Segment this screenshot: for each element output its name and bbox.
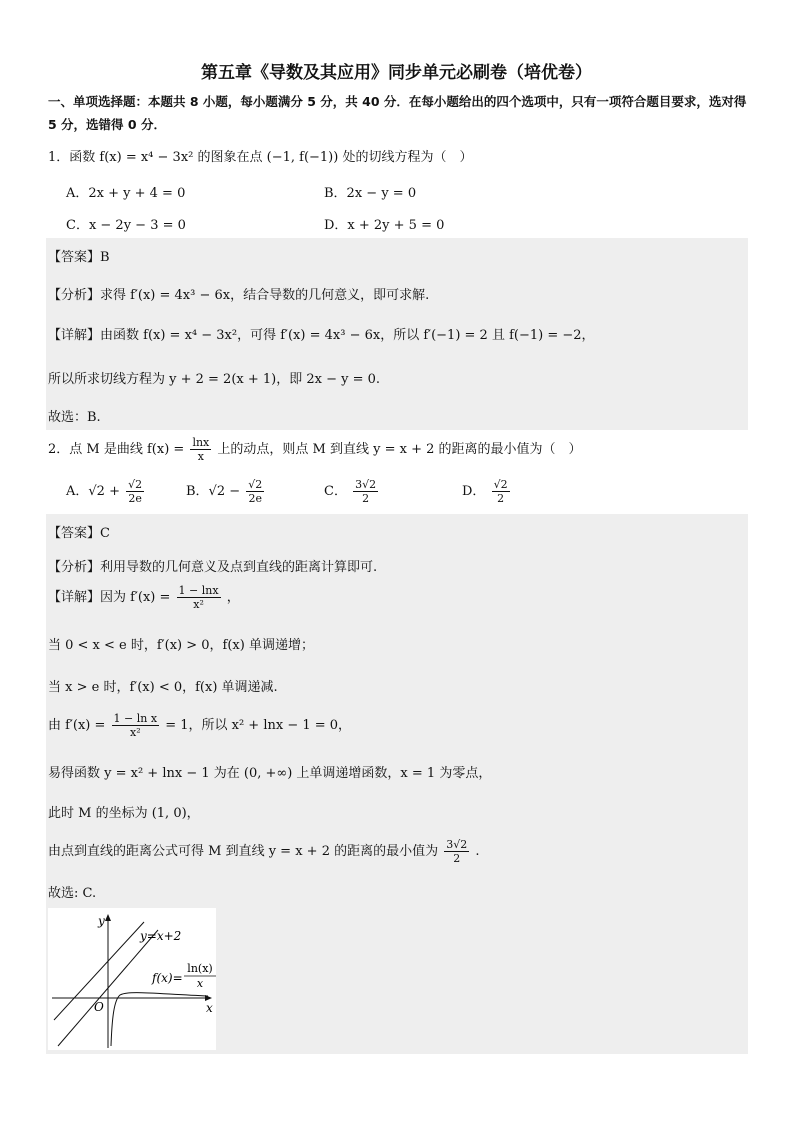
q2-answer: 【答案】C <box>48 526 110 541</box>
function-graph <box>48 908 216 1050</box>
question-2-stem <box>48 436 582 463</box>
q1-detail-2: 所以所求切线方程为 y + 2 = 2(x + 1)，即 2x − y = 0. <box>48 372 381 387</box>
q2-line-3-num: 1 − ln x <box>113 712 158 725</box>
q2-stem-fraction <box>190 436 211 463</box>
q2-line-3 <box>48 712 351 739</box>
q2-line-3-start: 由 f′(x) = <box>48 718 106 733</box>
q2-option-c-num: 3√2 <box>355 478 377 491</box>
line-label: y=x+2 <box>140 929 182 943</box>
q2-option-a-num: √2 <box>128 478 143 491</box>
curve-ln-x-over-x <box>111 993 208 1046</box>
q2-option-a-fraction <box>126 478 144 505</box>
q2-option-b <box>186 478 266 505</box>
q2-option-a <box>66 478 146 505</box>
origin-label: O <box>94 1000 104 1014</box>
section-instructions: 一、单项选择题：本题共 8 小题，每小题满分 5 分，共 40 分．在每小题给出的四个选项中，只有一项符合题目要求，选对得 5 分，选错得 0 分． <box>48 94 747 132</box>
curve-label: f(x)= <box>152 971 183 985</box>
q2-option-d-den: 2 <box>497 492 505 505</box>
q2-line-6-fraction <box>444 838 469 865</box>
q2-detail-end: ， <box>226 590 240 605</box>
q2-stem-fraction-num: lnx <box>192 436 210 449</box>
page-title: 第五章《导数及其应用》同步单元必刷卷（培优卷） <box>201 63 592 83</box>
q2-line-3-fraction <box>112 712 160 739</box>
q1-detail: 【详解】由函数 f(x) = x⁴ − 3x²，可得 f′(x) = 4x³ − 6x，所以 f′(−1) = 2 且 f(−1) = −2， <box>48 328 595 343</box>
curve-label-denominator: x <box>196 977 204 990</box>
q2-option-a-den: 2e <box>128 492 142 505</box>
q2-option-b-num: √2 <box>248 478 263 491</box>
q2-option-c <box>324 478 380 505</box>
q2-option-d-num: √2 <box>493 478 508 491</box>
q2-detail-num: 1 − lnx <box>178 584 219 597</box>
q2-line-6-start: 由点到直线的距离公式可得 M 到直线 y = x + 2 的距离的最小值为 <box>48 844 439 859</box>
q2-detail-fraction <box>177 584 221 611</box>
y-axis-arrow-icon <box>105 914 111 921</box>
q2-option-d-fraction <box>492 478 510 505</box>
q2-option-d-label: D． <box>462 484 486 499</box>
q2-detail-start: 【详解】因为 f′(x) = <box>48 590 171 605</box>
q1-answer: 【答案】B <box>48 250 110 265</box>
q2-line-4: 易得函数 y = x² + lnx − 1 为在 (0, +∞) 上单调递增函数，x = 1 为零点， <box>48 766 492 781</box>
q2-option-c-label: C． <box>324 484 347 499</box>
q2-line-3-den: x² <box>129 726 141 739</box>
q2-line-2: 当 x > e 时，f′(x) < 0，f(x) 单调递减. <box>48 680 278 695</box>
question-1-stem: 1．函数 f(x) = x⁴ − 3x² 的图象在点 (−1, f(−1)) 处的切线方程为（ ） <box>48 150 473 165</box>
q2-detail-den: x² <box>193 598 204 611</box>
q2-line-1: 当 0 < x < e 时，f′(x) > 0，f(x) 单调递增； <box>48 638 314 653</box>
q2-line-5: 此时 M 的坐标为 (1, 0)， <box>48 806 200 821</box>
q2-option-b-label: B．√2 − <box>186 484 241 499</box>
q2-line-6-num: 3√2 <box>446 838 468 851</box>
q1-option-b: B．2x − y = 0 <box>324 186 417 201</box>
q2-line-6-den: 2 <box>453 852 461 865</box>
q2-analysis: 【分析】利用导数的几何意义及点到直线的距离计算即可. <box>48 560 378 575</box>
q2-line-6 <box>48 838 480 865</box>
curve-label-numerator: ln(x) <box>187 962 213 975</box>
q1-option-d: D．x + 2y + 5 = 0 <box>324 218 445 233</box>
q2-line-6-end: . <box>475 844 480 859</box>
q2-line-3-end: = 1，所以 x² + lnx − 1 = 0， <box>165 718 352 733</box>
q2-option-c-den: 2 <box>362 492 370 505</box>
q2-option-a-label: A．√2 + <box>66 484 120 499</box>
q2-option-b-den: 2e <box>248 492 263 505</box>
q1-analysis: 【分析】求得 f′(x) = 4x³ − 6x，结合导数的几何意义，即可求解. <box>48 288 430 303</box>
q2-stem-fraction-den: x <box>197 450 204 463</box>
q2-option-d <box>462 478 512 505</box>
x-axis-label: x <box>206 1001 213 1015</box>
function-graph-figure <box>48 908 216 1050</box>
q1-option-a: A．2x + y + 4 = 0 <box>66 186 186 201</box>
y-axis-label: y <box>98 914 105 928</box>
q2-choice: 故选: C. <box>48 886 97 901</box>
q2-option-c-fraction <box>353 478 378 505</box>
q2-detail <box>48 584 240 611</box>
q1-option-c: C．x − 2y − 3 = 0 <box>66 218 186 233</box>
q1-choice: 故选：B. <box>48 410 101 425</box>
q2-stem-start: 2．点 M 是曲线 f(x) = <box>48 442 185 457</box>
q2-option-b-fraction <box>246 478 264 505</box>
q2-stem-end: 上的动点，则点 M 到直线 y = x + 2 的距离的最小值为（ ） <box>217 442 582 457</box>
